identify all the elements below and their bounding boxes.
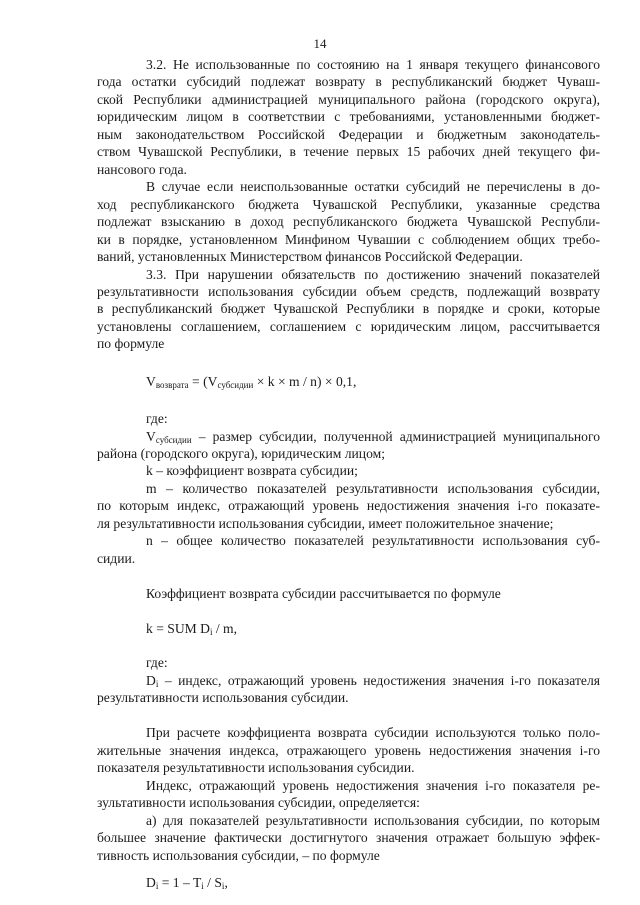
text-line: юридическим лицом в соответствии с требованиями, установленными бюджет-	[97, 109, 600, 125]
text-line: зультативности использования субсидии, определяется:	[97, 795, 420, 811]
text-line: ля результативности использования субсидии, имеет положительное значение;	[97, 515, 554, 531]
text-line: результативности использования субсидии объем средств, подлежащий возврату	[97, 283, 600, 299]
text-line: ством Чувашской Республики, в течение первых 15 рабочих дней текущего фи-	[97, 144, 600, 160]
definition-v: $V_{субсидии}$ – размер субсидии, полученной администрацией муниципального	[146, 428, 600, 445]
definition-n: n – общее количество показателей результативности использования суб-	[146, 533, 600, 549]
text-line: тивность использования субсидии, – по формуле	[97, 847, 380, 863]
text-line: ской Республики администрацией муниципального района (городского округа),	[97, 91, 600, 107]
text-line: показателя результативности использования субсидии.	[97, 760, 415, 776]
text-line: Коэффициент возврата субсидии рассчитывается по формуле	[146, 585, 501, 601]
text-line: ваний, установленных Министерством финансов Российской Федерации.	[97, 249, 523, 265]
text-line: района (городского округа), юридическим лицом;	[97, 445, 386, 461]
text-line: по формуле	[97, 336, 165, 352]
text-line: а) для показателей результативности использования субсидии, по которым	[146, 812, 600, 828]
page-number: 14	[313, 36, 327, 51]
definition-d: $D_i$ – индекс, отражающий уровень недостижения значения i-го показателя	[146, 672, 600, 689]
text-line: ход республиканского бюджета Чувашской Республики, указанные средства	[97, 196, 600, 212]
where-label: где:	[146, 411, 168, 427]
text-line: ки в порядке, установленном Минфином Чувашии с соблюдением общих требо-	[97, 231, 600, 247]
where-label: где:	[146, 655, 168, 671]
text-line: нансового года.	[97, 161, 187, 177]
text-line: большее значение фактически достигнутого значения отражает большую эффек-	[97, 830, 600, 846]
text-line: В случае если неиспользованные остатки субсидий не перечислены в до-	[146, 179, 600, 195]
text-line: Индекс, отражающий уровень недостижения значения i-го показателя ре-	[146, 777, 600, 793]
text-line: года остатки субсидий подлежат возврату в республиканский бюджет Чуваш-	[97, 74, 600, 90]
text-line: подлежат взысканию в доход республиканского бюджета Чувашской Республи-	[97, 214, 600, 230]
text-line: жительные значения индекса, отражающего уровень недостижения значения i-го	[97, 742, 600, 758]
text-line: результативности использования субсидии.	[97, 690, 349, 706]
definition-k: k – коэффициент возврата субсидии;	[146, 463, 358, 479]
text-line: 3.2. Не использованные по состоянию на 1 января текущего финансового	[146, 57, 600, 72]
formula-coefficient: k = SUM $D_i$ / m,	[146, 620, 238, 637]
formula-return-volume: $V_{возврата} = (V_{субсидии} \times k \times m / n) \times 0,1$,	[146, 374, 357, 391]
formula-index: $D_i = 1 - T_i / S_i$,	[146, 875, 228, 891]
text-line: по которым индекс, отражающий уровень недостижения значения i-го показате-	[97, 498, 600, 514]
text-line: сидии.	[97, 550, 136, 566]
text-line: 3.3. При нарушении обязательств по достижению значений показателей	[146, 266, 600, 282]
definition-m: m – количество показателей результативности использования субсидии,	[146, 480, 600, 496]
text-line: При расчете коэффициента возврата субсидии используются только поло-	[146, 725, 600, 741]
text-line: установлены соглашением, соглашением с юридическим лицом, рассчитывается	[97, 318, 600, 334]
text-line: ным законодательством Российской Федерации и бюджетным законодатель-	[97, 126, 600, 142]
text-line: в республиканский бюджет Чувашской Республики в порядке и сроки, которые	[97, 301, 600, 317]
